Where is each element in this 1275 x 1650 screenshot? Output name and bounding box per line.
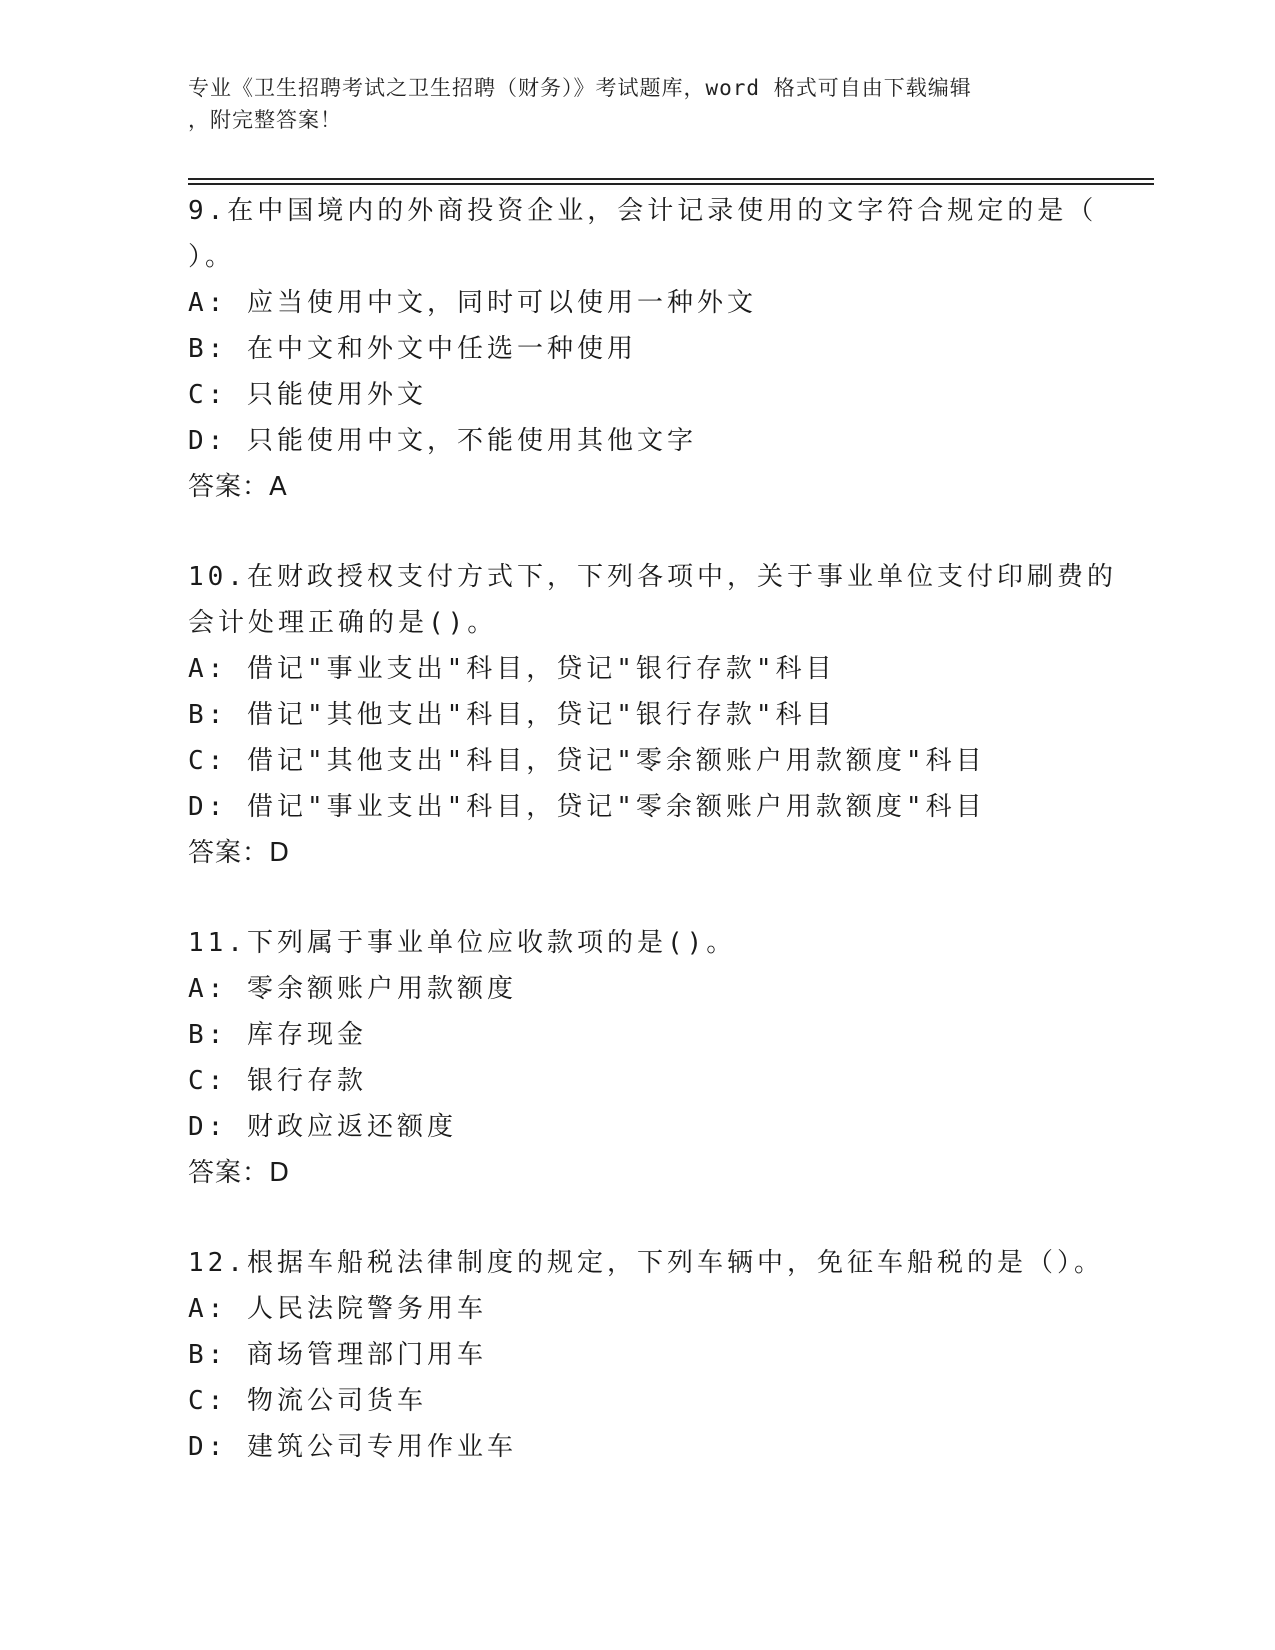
question-list bbox=[188, 188, 1117, 1470]
option-c: C: 借记"其他支出"科目，贷记"零余额账户用款额度"科目 bbox=[188, 746, 986, 776]
option-d: D: 只能使用中文，不能使用其他文字 bbox=[188, 426, 697, 456]
question-text-line: ）。 bbox=[188, 242, 236, 272]
question-text bbox=[188, 554, 1117, 646]
option-c: C: 银行存款 bbox=[188, 1066, 367, 1096]
document-header bbox=[188, 72, 1088, 136]
question-text-line: 11.下列属于事业单位应收款项的是()。 bbox=[188, 928, 737, 958]
question-9 bbox=[188, 188, 1098, 510]
option-a: A: 应当使用中文，同时可以使用一种外文 bbox=[188, 288, 757, 318]
spacer bbox=[188, 510, 1088, 554]
option-b: B: 商场管理部门用车 bbox=[188, 1340, 487, 1370]
option-b: B: 借记"其他支出"科目，贷记"银行存款"科目 bbox=[188, 700, 836, 730]
option-a: A: 零余额账户用款额度 bbox=[188, 974, 517, 1004]
question-11 bbox=[188, 920, 1088, 1196]
question-text bbox=[188, 188, 1098, 280]
question-text bbox=[188, 920, 1088, 966]
question-10 bbox=[188, 554, 1117, 876]
answer: 答案：D bbox=[188, 1158, 291, 1188]
question-text-line: 会计处理正确的是()。 bbox=[188, 608, 498, 638]
question-text-line: 12.根据车船税法律制度的规定，下列车辆中，免征车船税的是（）。 bbox=[188, 1248, 1104, 1278]
header-divider-top bbox=[188, 178, 1154, 180]
option-c: C: 物流公司货车 bbox=[188, 1386, 427, 1416]
spacer bbox=[188, 876, 1088, 920]
header-line-1: 专业《卫生招聘考试之卫生招聘（财务）》考试题库，word 格式可自由下载编辑 bbox=[188, 76, 972, 100]
question-text-line: 9.在中国境内的外商投资企业，会计记录使用的文字符合规定的是（ bbox=[188, 196, 1098, 226]
option-a: A: 人民法院警务用车 bbox=[188, 1294, 487, 1324]
option-c: C: 只能使用外文 bbox=[188, 380, 427, 410]
answer: 答案：A bbox=[188, 472, 288, 502]
option-b: B: 库存现金 bbox=[188, 1020, 367, 1050]
option-a: A: 借记"事业支出"科目，贷记"银行存款"科目 bbox=[188, 654, 836, 684]
spacer bbox=[188, 1196, 1088, 1240]
question-text-line: 10.在财政授权支付方式下，下列各项中，关于事业单位支付印刷费的 bbox=[188, 562, 1117, 592]
answer: 答案：D bbox=[188, 838, 291, 868]
option-d: D: 借记"事业支出"科目，贷记"零余额账户用款额度"科目 bbox=[188, 792, 986, 822]
question-text bbox=[188, 1240, 1104, 1286]
header-divider-bottom bbox=[188, 183, 1154, 185]
header-line-2: ，附完整答案！ bbox=[188, 108, 342, 132]
question-12 bbox=[188, 1240, 1104, 1470]
option-b: B: 在中文和外文中任选一种使用 bbox=[188, 334, 637, 364]
option-d: D: 建筑公司专用作业车 bbox=[188, 1432, 517, 1462]
option-d: D: 财政应返还额度 bbox=[188, 1112, 457, 1142]
